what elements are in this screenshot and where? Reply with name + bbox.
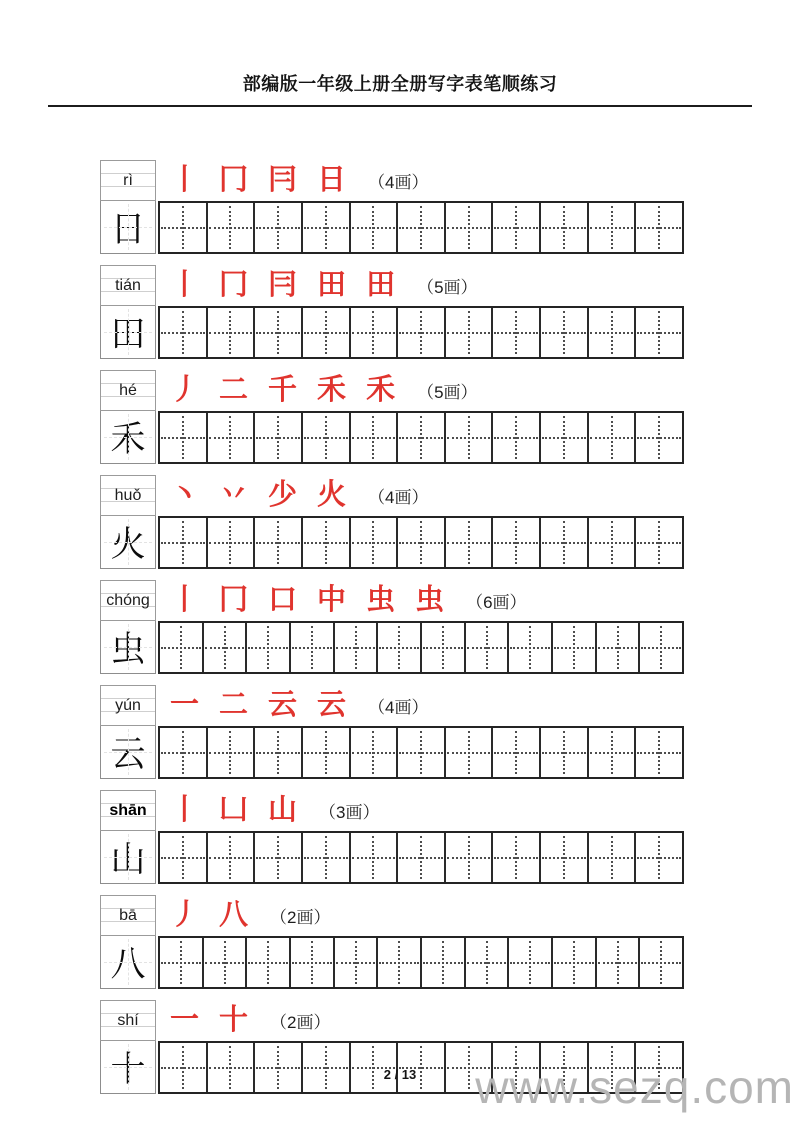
practice-strip [158, 201, 684, 254]
practice-cell [446, 728, 494, 777]
stroke-step: 冂 [219, 164, 249, 196]
stroke-count: （2画） [270, 1013, 331, 1032]
practice-cell [636, 518, 682, 567]
practice-cell [160, 518, 208, 567]
row-bottom [100, 936, 684, 989]
practice-cell [589, 728, 637, 777]
practice-cell [398, 833, 446, 882]
practice-cell [541, 833, 589, 882]
practice-cell [541, 413, 589, 462]
stroke-count: （4画） [368, 488, 429, 507]
pinyin-label: bā [100, 895, 156, 936]
stroke-count: （4画） [368, 173, 429, 192]
practice-cell [541, 728, 589, 777]
stroke-step: 云 [268, 689, 298, 721]
practice-cell [160, 203, 208, 252]
practice-cell [398, 308, 446, 357]
practice-strip [158, 411, 684, 464]
stroke-count: （5画） [417, 383, 478, 402]
practice-cell [589, 308, 637, 357]
practice-cell [640, 938, 682, 987]
stroke-count: （6画） [466, 593, 527, 612]
stroke-step: 山 [268, 794, 298, 826]
practice-cell [160, 728, 208, 777]
stroke-step: 中 [317, 584, 347, 616]
practice-cell [160, 308, 208, 357]
row-top [100, 370, 684, 411]
practice-cell [541, 203, 589, 252]
practice-cell [636, 203, 682, 252]
row-bottom [100, 306, 684, 359]
stroke-sequence [156, 790, 684, 831]
practice-cell [255, 413, 303, 462]
practice-cell [636, 833, 682, 882]
practice-cell [160, 938, 204, 987]
practice-cell [208, 308, 256, 357]
stroke-step: 丨 [170, 164, 200, 196]
stroke-step: 一 [170, 689, 200, 721]
stroke-step: 丨 [170, 584, 200, 616]
practice-cell [208, 518, 256, 567]
stroke-step: 虫 [366, 584, 396, 616]
character-box: 虫 [100, 621, 156, 674]
row-bottom [100, 621, 684, 674]
practice-cell [422, 623, 466, 672]
stroke-step: 凵 [219, 794, 249, 826]
stroke-step: 一 [170, 1004, 200, 1036]
practice-row [100, 895, 684, 989]
practice-cell [208, 413, 256, 462]
stroke-step: 丨 [170, 794, 200, 826]
practice-cell [589, 413, 637, 462]
practice-cell [160, 413, 208, 462]
stroke-step: 云 [317, 689, 347, 721]
practice-cell [493, 413, 541, 462]
practice-cell [446, 308, 494, 357]
stroke-step: 口 [268, 584, 298, 616]
practice-cell [493, 728, 541, 777]
practice-cell [255, 203, 303, 252]
stroke-step: 禾 [317, 374, 347, 406]
page-number: 2 / 13 [383, 1067, 417, 1082]
practice-cell [541, 308, 589, 357]
practice-cell [291, 938, 335, 987]
stroke-sequence [156, 685, 684, 726]
practice-cell [541, 518, 589, 567]
practice-cell [493, 833, 541, 882]
practice-cell [247, 623, 291, 672]
practice-strip [158, 726, 684, 779]
stroke-step: 十 [219, 1004, 249, 1036]
row-top [100, 895, 684, 936]
practice-cell [247, 938, 291, 987]
practice-cell [335, 623, 379, 672]
character-box: 禾 [100, 411, 156, 464]
practice-cell [446, 203, 494, 252]
practice-cell [398, 728, 446, 777]
practice-row [100, 475, 684, 569]
practice-cell [636, 728, 682, 777]
practice-cell [446, 413, 494, 462]
practice-cell [335, 938, 379, 987]
practice-cell [378, 938, 422, 987]
practice-cell [208, 728, 256, 777]
stroke-step: 冃 [268, 164, 298, 196]
practice-cell [378, 623, 422, 672]
stroke-sequence [156, 160, 684, 201]
practice-cell [446, 833, 494, 882]
pinyin-label: yún [100, 685, 156, 726]
stroke-step: 千 [268, 374, 298, 406]
pinyin-label: shān [100, 790, 156, 831]
row-top [100, 790, 684, 831]
title-rule [48, 105, 752, 107]
practice-row [100, 160, 684, 254]
stroke-step: 丿 [170, 374, 200, 406]
practice-cell [303, 728, 351, 777]
practice-cell [553, 938, 597, 987]
practice-cell [509, 623, 553, 672]
practice-cell [493, 203, 541, 252]
character-box: 八 [100, 936, 156, 989]
practice-cell [466, 623, 510, 672]
row-bottom [100, 831, 684, 884]
practice-cell [351, 308, 399, 357]
stroke-step: 田 [317, 269, 347, 301]
practice-row [100, 265, 684, 359]
pinyin-label: rì [100, 160, 156, 201]
practice-row [100, 685, 684, 779]
practice-cell [351, 518, 399, 567]
row-bottom [100, 516, 684, 569]
pinyin-label: shí [100, 1000, 156, 1041]
practice-cell [160, 623, 204, 672]
row-top [100, 475, 684, 516]
stroke-step: 冂 [219, 584, 249, 616]
practice-strip [158, 936, 684, 989]
practice-cell [291, 623, 335, 672]
row-top [100, 1000, 684, 1041]
stroke-sequence [156, 475, 684, 516]
practice-cell [255, 728, 303, 777]
practice-cell [446, 518, 494, 567]
pinyin-label: huǒ [100, 475, 156, 516]
pinyin-label: hé [100, 370, 156, 411]
practice-cell [255, 518, 303, 567]
stroke-sequence [156, 265, 684, 306]
stroke-step: 二 [219, 689, 249, 721]
stroke-step: 田 [366, 269, 396, 301]
practice-cell [204, 938, 248, 987]
stroke-sequence [156, 370, 684, 411]
pinyin-label: tián [100, 265, 156, 306]
stroke-step: 虫 [415, 584, 445, 616]
stroke-step: 丷 [219, 479, 249, 511]
stroke-step: 二 [219, 374, 249, 406]
practice-cell [351, 728, 399, 777]
stroke-step: 丨 [170, 269, 200, 301]
practice-cell [589, 833, 637, 882]
practice-cell [351, 833, 399, 882]
practice-cell [255, 308, 303, 357]
practice-cell [589, 518, 637, 567]
stroke-step: 冃 [268, 269, 298, 301]
practice-cell [208, 203, 256, 252]
character-box: 火 [100, 516, 156, 569]
stroke-count: （4画） [368, 698, 429, 717]
practice-strip [158, 516, 684, 569]
row-top [100, 580, 684, 621]
practice-strip [158, 831, 684, 884]
character-box: 云 [100, 726, 156, 779]
practice-cell [303, 413, 351, 462]
pinyin-label: chóng [100, 580, 156, 621]
practice-strip [158, 306, 684, 359]
practice-cell [509, 938, 553, 987]
row-bottom [100, 726, 684, 779]
row-top [100, 265, 684, 306]
practice-cell [636, 308, 682, 357]
stroke-sequence [156, 580, 684, 621]
stroke-step: 冂 [219, 269, 249, 301]
practice-cell [398, 518, 446, 567]
page-title: 部编版一年级上册全册写字表笔顺练习 [242, 74, 558, 94]
practice-cell [597, 938, 641, 987]
stroke-step: 火 [317, 479, 347, 511]
character-box: 十 [100, 1041, 156, 1094]
practice-cell [597, 623, 641, 672]
stroke-step: 丶 [170, 479, 200, 511]
practice-cell [208, 833, 256, 882]
practice-cell [204, 623, 248, 672]
stroke-sequence [156, 895, 684, 936]
stroke-sequence [156, 1000, 684, 1041]
practice-cell [636, 413, 682, 462]
practice-cell [589, 203, 637, 252]
stroke-step: 少 [268, 479, 298, 511]
row-top [100, 685, 684, 726]
row-bottom [100, 201, 684, 254]
watermark: www.sezq.com [475, 1061, 794, 1113]
practice-cell [493, 308, 541, 357]
practice-cell [553, 623, 597, 672]
practice-cell [351, 203, 399, 252]
practice-row [100, 580, 684, 674]
practice-row [100, 790, 684, 884]
practice-cell [160, 833, 208, 882]
character-box: 田 [100, 306, 156, 359]
practice-cell [493, 518, 541, 567]
practice-rows [100, 160, 684, 1094]
practice-cell [303, 203, 351, 252]
practice-cell [466, 938, 510, 987]
practice-strip [158, 621, 684, 674]
practice-row [100, 370, 684, 464]
stroke-step: 日 [317, 164, 347, 196]
stroke-step: 八 [219, 899, 249, 931]
stroke-step: 禾 [366, 374, 396, 406]
character-box: 日 [100, 201, 156, 254]
stroke-count: （3画） [319, 803, 380, 822]
practice-cell [398, 413, 446, 462]
practice-cell [303, 308, 351, 357]
practice-cell [422, 938, 466, 987]
practice-cell [398, 203, 446, 252]
practice-cell [303, 518, 351, 567]
row-bottom [100, 411, 684, 464]
practice-cell [351, 413, 399, 462]
practice-cell [640, 623, 682, 672]
row-top [100, 160, 684, 201]
practice-cell [255, 833, 303, 882]
stroke-step: 丿 [170, 899, 200, 931]
character-box: 山 [100, 831, 156, 884]
stroke-count: （5画） [417, 278, 478, 297]
practice-cell [303, 833, 351, 882]
stroke-count: （2画） [270, 908, 331, 927]
